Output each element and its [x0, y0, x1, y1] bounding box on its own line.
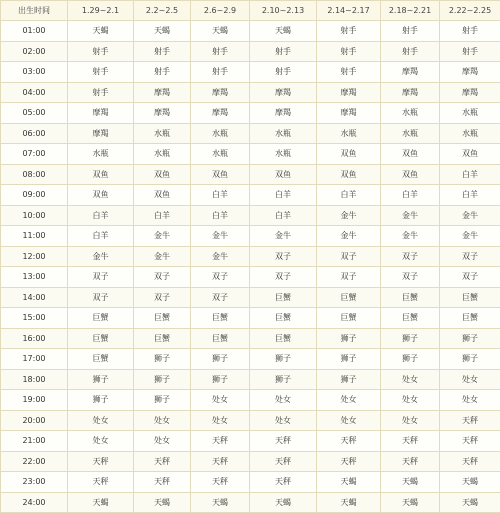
table-row — [1, 62, 500, 83]
zodiac-cell: 狮子 — [317, 369, 381, 390]
zodiac-cell: 处女 — [317, 410, 381, 431]
zodiac-cell: 双子 — [68, 287, 134, 308]
zodiac-cell: 天蝎 — [134, 21, 191, 42]
zodiac-cell: 射手 — [317, 41, 381, 62]
table-row — [1, 451, 500, 472]
zodiac-cell: 狮子 — [134, 369, 191, 390]
zodiac-cell: 双子 — [317, 246, 381, 267]
zodiac-cell: 双鱼 — [381, 144, 440, 165]
table-row — [1, 185, 500, 206]
zodiac-cell: 双子 — [381, 246, 440, 267]
zodiac-cell: 狮子 — [440, 349, 500, 370]
time-cell: 22:00 — [1, 451, 68, 472]
zodiac-cell: 巨蟹 — [134, 308, 191, 329]
zodiac-cell: 狮子 — [134, 390, 191, 411]
zodiac-cell: 摩羯 — [317, 82, 381, 103]
time-cell: 02:00 — [1, 41, 68, 62]
zodiac-cell: 白羊 — [381, 185, 440, 206]
zodiac-cell: 白羊 — [250, 185, 317, 206]
zodiac-cell: 双子 — [68, 267, 134, 288]
zodiac-cell: 白羊 — [250, 205, 317, 226]
zodiac-cell: 摩羯 — [134, 103, 191, 124]
table-row — [1, 431, 500, 452]
zodiac-cell: 水瓶 — [250, 123, 317, 144]
zodiac-cell: 水瓶 — [134, 144, 191, 165]
time-cell: 01:00 — [1, 21, 68, 42]
zodiac-cell: 摩羯 — [381, 82, 440, 103]
zodiac-cell: 水瓶 — [317, 123, 381, 144]
zodiac-cell: 天秤 — [134, 472, 191, 493]
zodiac-cell: 双鱼 — [134, 185, 191, 206]
zodiac-cell: 射手 — [68, 82, 134, 103]
zodiac-cell: 处女 — [440, 390, 500, 411]
table-row — [1, 369, 500, 390]
zodiac-cell: 射手 — [381, 21, 440, 42]
zodiac-cell: 双鱼 — [317, 144, 381, 165]
zodiac-cell: 双子 — [134, 267, 191, 288]
zodiac-cell: 双鱼 — [381, 164, 440, 185]
zodiac-cell: 金牛 — [68, 246, 134, 267]
zodiac-cell: 白羊 — [317, 185, 381, 206]
zodiac-cell: 天蝎 — [381, 472, 440, 493]
zodiac-cell: 水瓶 — [250, 144, 317, 165]
zodiac-cell: 金牛 — [317, 205, 381, 226]
zodiac-cell: 天蝎 — [317, 492, 381, 513]
zodiac-cell: 天秤 — [381, 431, 440, 452]
header-date-range: 2.10~2.13 — [250, 1, 317, 21]
zodiac-cell: 摩羯 — [381, 62, 440, 83]
zodiac-cell: 天蝎 — [317, 472, 381, 493]
zodiac-cell: 双鱼 — [440, 144, 500, 165]
table-row — [1, 390, 500, 411]
zodiac-cell: 白羊 — [191, 185, 250, 206]
zodiac-cell: 射手 — [250, 41, 317, 62]
time-cell: 08:00 — [1, 164, 68, 185]
zodiac-cell: 水瓶 — [381, 123, 440, 144]
zodiac-cell: 巨蟹 — [191, 308, 250, 329]
zodiac-cell: 狮子 — [440, 328, 500, 349]
zodiac-cell: 双鱼 — [317, 164, 381, 185]
zodiac-cell: 天秤 — [440, 431, 500, 452]
table-body — [1, 21, 500, 513]
time-cell: 13:00 — [1, 267, 68, 288]
table-row — [1, 328, 500, 349]
zodiac-cell: 天秤 — [250, 472, 317, 493]
zodiac-cell: 白羊 — [68, 205, 134, 226]
time-cell: 06:00 — [1, 123, 68, 144]
zodiac-cell: 天蝎 — [250, 492, 317, 513]
table-row — [1, 410, 500, 431]
zodiac-cell: 射手 — [191, 62, 250, 83]
zodiac-cell: 双子 — [317, 267, 381, 288]
zodiac-cell: 巨蟹 — [381, 287, 440, 308]
table-row — [1, 144, 500, 165]
zodiac-cell: 天秤 — [191, 431, 250, 452]
zodiac-cell: 天秤 — [68, 451, 134, 472]
table-row — [1, 226, 500, 247]
zodiac-cell: 巨蟹 — [250, 308, 317, 329]
zodiac-cell: 水瓶 — [134, 123, 191, 144]
zodiac-cell: 处女 — [191, 410, 250, 431]
zodiac-cell: 摩羯 — [68, 123, 134, 144]
table-row — [1, 41, 500, 62]
zodiac-cell: 摩羯 — [134, 82, 191, 103]
zodiac-cell: 天秤 — [440, 451, 500, 472]
zodiac-cell: 金牛 — [317, 226, 381, 247]
table-row — [1, 21, 500, 42]
table-row — [1, 164, 500, 185]
zodiac-cell: 狮子 — [317, 328, 381, 349]
zodiac-cell: 摩羯 — [191, 103, 250, 124]
zodiac-cell: 射手 — [440, 21, 500, 42]
zodiac-cell: 处女 — [250, 390, 317, 411]
zodiac-cell: 射手 — [250, 62, 317, 83]
zodiac-cell: 金牛 — [134, 226, 191, 247]
zodiac-cell: 巨蟹 — [440, 287, 500, 308]
zodiac-cell: 水瓶 — [68, 144, 134, 165]
zodiac-cell: 金牛 — [440, 226, 500, 247]
zodiac-cell: 水瓶 — [381, 103, 440, 124]
zodiac-cell: 狮子 — [191, 369, 250, 390]
zodiac-cell: 天蝎 — [191, 21, 250, 42]
zodiac-cell: 双鱼 — [134, 164, 191, 185]
zodiac-cell: 金牛 — [191, 226, 250, 247]
zodiac-cell: 处女 — [134, 410, 191, 431]
zodiac-cell: 射手 — [381, 41, 440, 62]
zodiac-cell: 金牛 — [191, 246, 250, 267]
zodiac-cell: 狮子 — [250, 349, 317, 370]
zodiac-cell: 射手 — [317, 62, 381, 83]
table-row — [1, 349, 500, 370]
zodiac-cell: 双子 — [440, 246, 500, 267]
zodiac-cell: 水瓶 — [191, 123, 250, 144]
zodiac-cell: 巨蟹 — [250, 328, 317, 349]
zodiac-cell: 天蝎 — [134, 492, 191, 513]
zodiac-cell: 天蝎 — [191, 492, 250, 513]
zodiac-cell: 双鱼 — [68, 185, 134, 206]
zodiac-cell: 天秤 — [317, 451, 381, 472]
zodiac-cell: 巨蟹 — [440, 308, 500, 329]
zodiac-cell: 天秤 — [317, 431, 381, 452]
table-row — [1, 267, 500, 288]
zodiac-cell: 巨蟹 — [134, 328, 191, 349]
zodiac-cell: 狮子 — [191, 349, 250, 370]
zodiac-cell: 狮子 — [317, 349, 381, 370]
zodiac-cell: 巨蟹 — [250, 287, 317, 308]
zodiac-cell: 射手 — [440, 41, 500, 62]
zodiac-cell: 狮子 — [68, 369, 134, 390]
header-row — [1, 1, 500, 21]
time-cell: 07:00 — [1, 144, 68, 165]
zodiac-cell: 双子 — [134, 287, 191, 308]
zodiac-cell: 金牛 — [381, 226, 440, 247]
zodiac-cell: 白羊 — [68, 226, 134, 247]
table-row — [1, 82, 500, 103]
zodiac-cell: 巨蟹 — [68, 308, 134, 329]
zodiac-cell: 双子 — [381, 267, 440, 288]
table-row — [1, 123, 500, 144]
zodiac-cell: 摩羯 — [440, 82, 500, 103]
zodiac-cell: 天秤 — [440, 410, 500, 431]
zodiac-cell: 天秤 — [134, 451, 191, 472]
zodiac-cell: 巨蟹 — [68, 349, 134, 370]
zodiac-cell: 天蝎 — [440, 492, 500, 513]
table-row — [1, 308, 500, 329]
zodiac-cell: 金牛 — [250, 226, 317, 247]
time-cell: 23:00 — [1, 472, 68, 493]
zodiac-cell: 天秤 — [191, 451, 250, 472]
zodiac-cell: 狮子 — [68, 390, 134, 411]
zodiac-cell: 金牛 — [134, 246, 191, 267]
zodiac-cell: 处女 — [381, 369, 440, 390]
zodiac-cell: 射手 — [68, 41, 134, 62]
header-date-range: 2.14~2.17 — [317, 1, 381, 21]
zodiac-cell: 天秤 — [250, 431, 317, 452]
zodiac-cell: 金牛 — [381, 205, 440, 226]
zodiac-cell: 狮子 — [381, 349, 440, 370]
zodiac-cell: 射手 — [68, 62, 134, 83]
zodiac-cell: 狮子 — [134, 349, 191, 370]
zodiac-cell: 摩羯 — [250, 103, 317, 124]
zodiac-cell: 处女 — [440, 369, 500, 390]
zodiac-cell: 白羊 — [440, 164, 500, 185]
table-row — [1, 246, 500, 267]
time-cell: 03:00 — [1, 62, 68, 83]
time-cell: 14:00 — [1, 287, 68, 308]
table-row — [1, 472, 500, 493]
time-cell: 16:00 — [1, 328, 68, 349]
time-cell: 20:00 — [1, 410, 68, 431]
time-cell: 04:00 — [1, 82, 68, 103]
table-row — [1, 492, 500, 513]
zodiac-cell: 白羊 — [440, 185, 500, 206]
header-date-range: 1.29~2.1 — [68, 1, 134, 21]
table-row — [1, 205, 500, 226]
time-cell: 05:00 — [1, 103, 68, 124]
zodiac-cell: 摩羯 — [191, 82, 250, 103]
zodiac-cell: 双子 — [250, 267, 317, 288]
zodiac-cell: 处女 — [317, 390, 381, 411]
header-date-range: 2.18~2.21 — [381, 1, 440, 21]
zodiac-cell: 处女 — [68, 431, 134, 452]
header-date-range: 2.2~2.5 — [134, 1, 191, 21]
zodiac-cell: 双鱼 — [250, 164, 317, 185]
zodiac-cell: 双鱼 — [68, 164, 134, 185]
zodiac-cell: 射手 — [191, 41, 250, 62]
zodiac-cell: 射手 — [134, 62, 191, 83]
zodiac-cell: 双子 — [191, 267, 250, 288]
zodiac-cell: 天秤 — [68, 472, 134, 493]
time-cell: 19:00 — [1, 390, 68, 411]
time-cell: 09:00 — [1, 185, 68, 206]
zodiac-cell: 巨蟹 — [317, 287, 381, 308]
time-cell: 21:00 — [1, 431, 68, 452]
zodiac-cell: 处女 — [191, 390, 250, 411]
header-date-range: 2.22~2.25 — [440, 1, 500, 21]
zodiac-cell: 水瓶 — [191, 144, 250, 165]
zodiac-cell: 摩羯 — [250, 82, 317, 103]
zodiac-cell: 巨蟹 — [381, 308, 440, 329]
zodiac-cell: 巨蟹 — [68, 328, 134, 349]
zodiac-cell: 巨蟹 — [317, 308, 381, 329]
zodiac-cell: 狮子 — [381, 328, 440, 349]
zodiac-cell: 狮子 — [250, 369, 317, 390]
zodiac-cell: 摩羯 — [68, 103, 134, 124]
time-cell: 10:00 — [1, 205, 68, 226]
zodiac-cell: 水瓶 — [440, 103, 500, 124]
zodiac-cell: 处女 — [250, 410, 317, 431]
zodiac-cell: 天秤 — [250, 451, 317, 472]
zodiac-cell: 摩羯 — [317, 103, 381, 124]
time-cell: 12:00 — [1, 246, 68, 267]
header-birth-time: 出生时间 — [1, 1, 68, 21]
zodiac-cell: 摩羯 — [440, 62, 500, 83]
zodiac-cell: 处女 — [68, 410, 134, 431]
zodiac-cell: 白羊 — [191, 205, 250, 226]
time-cell: 24:00 — [1, 492, 68, 513]
zodiac-cell: 金牛 — [440, 205, 500, 226]
zodiac-cell: 白羊 — [134, 205, 191, 226]
table-row — [1, 287, 500, 308]
time-cell: 17:00 — [1, 349, 68, 370]
time-cell: 11:00 — [1, 226, 68, 247]
time-cell: 15:00 — [1, 308, 68, 329]
zodiac-cell: 水瓶 — [440, 123, 500, 144]
zodiac-cell: 双鱼 — [191, 164, 250, 185]
zodiac-cell: 双子 — [440, 267, 500, 288]
header-date-range: 2.6~2.9 — [191, 1, 250, 21]
table-row — [1, 103, 500, 124]
zodiac-cell: 天蝎 — [68, 492, 134, 513]
zodiac-cell: 双子 — [191, 287, 250, 308]
zodiac-cell: 处女 — [381, 410, 440, 431]
zodiac-cell: 天蝎 — [68, 21, 134, 42]
zodiac-cell: 天蝎 — [440, 472, 500, 493]
zodiac-cell: 双子 — [250, 246, 317, 267]
time-cell: 18:00 — [1, 369, 68, 390]
zodiac-cell: 射手 — [134, 41, 191, 62]
zodiac-cell: 天蝎 — [250, 21, 317, 42]
zodiac-cell: 天蝎 — [381, 492, 440, 513]
zodiac-cell: 天秤 — [191, 472, 250, 493]
zodiac-cell: 射手 — [317, 21, 381, 42]
zodiac-cell: 天秤 — [381, 451, 440, 472]
zodiac-cell: 处女 — [381, 390, 440, 411]
zodiac-cell: 处女 — [134, 431, 191, 452]
zodiac-cell: 巨蟹 — [191, 328, 250, 349]
